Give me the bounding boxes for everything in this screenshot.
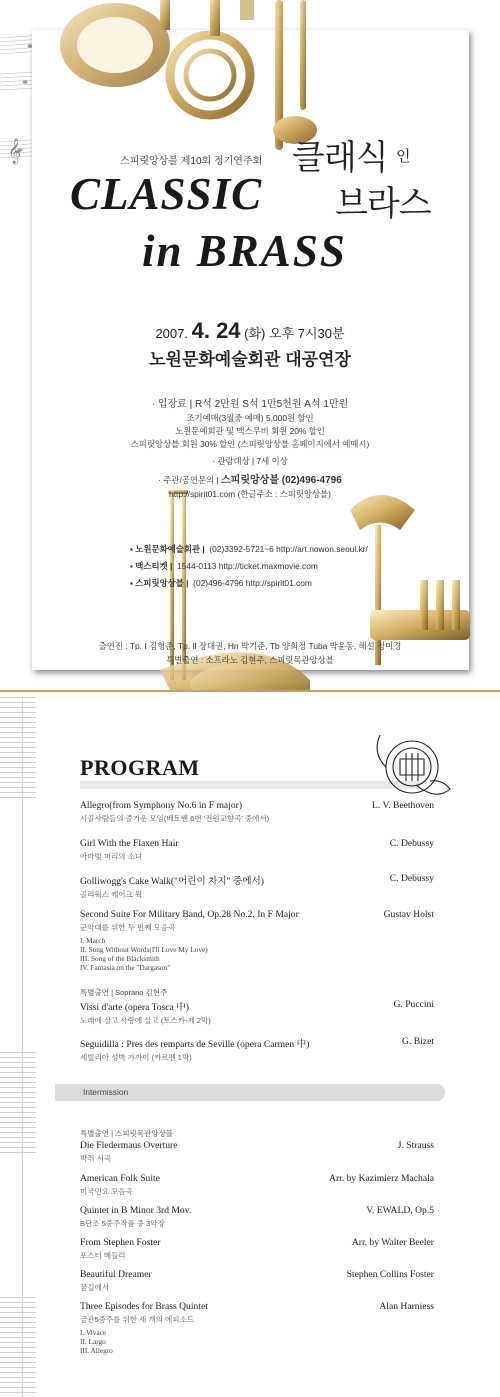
piece-composer: L. V. Beethoven xyxy=(372,800,434,811)
movement: II. Song Without Words(I'll Love My Love) xyxy=(80,945,208,954)
korean-title-in: 인 xyxy=(396,148,410,165)
host-info: · 주관/공연문의 | 스피릿앙상블 (02)496-4796 xyxy=(158,475,342,486)
piece-composer: Arr. by Walter Beeler xyxy=(351,1237,434,1248)
decorative-stripes-bottom xyxy=(0,1297,36,1397)
piece-korean-title: 꿈길에서 xyxy=(80,1283,109,1292)
program-item xyxy=(80,1036,434,1063)
piece-composer: G. Bizet xyxy=(402,1036,434,1047)
piece-composer: C. Debussy xyxy=(389,838,434,849)
margin-line xyxy=(22,697,23,1397)
decorative-stripes-middle xyxy=(0,1052,36,1157)
concert-poster xyxy=(0,0,500,693)
concert-subtitle: 스피릿앙상블 제10회 정기연주회 xyxy=(120,156,263,167)
piece-composer: V. EWALD, Op.5 xyxy=(366,1205,434,1216)
performers: 출연진 : Tp. Ⅰ 김형준, Tp. Ⅱ 장대권, Hn 박기준, Tb 양희정 Tuba 박윤동, 해설 정미경 xyxy=(98,641,402,651)
concert-date xyxy=(0,318,500,344)
concert-venue: 노원문화예술회관 대공연장 xyxy=(149,350,351,369)
program-item xyxy=(80,800,434,824)
piece-korean-title: 시골사람들의 즐거운 모임(베토벤 6번 '전원교향곡' 중에서) xyxy=(80,814,270,823)
decorative-stripes-top xyxy=(0,697,36,802)
contact-maxticket: ▪ 맥스티켓 | 1544-0113 http://ticket.maxmovie.com xyxy=(130,561,318,571)
movement-list xyxy=(80,936,434,972)
program-item xyxy=(80,1128,434,1164)
piece-korean-title: 세빌리아 성벽 가까이 (카르멘 1막) xyxy=(80,1053,192,1062)
piece-composer: Gustav Holst xyxy=(383,909,434,920)
special-guests: 특별출연 : 소프라노 김현주, 스피릿목관앙상블 xyxy=(166,655,334,665)
contact-nowon: ▪ 노원문화예술회관 | (02)3392-5721~6 http://art.nowon.seoul.kr/ xyxy=(130,544,368,554)
movement: IV. Fantasia on the "Dargason" xyxy=(80,963,171,972)
piece-korean-title: 박쥐 서곡 xyxy=(80,1154,112,1163)
piece-composer: G. Puccini xyxy=(393,999,434,1010)
piece-korean-title: 금관5중주를 위한 세 개의 에피소드 xyxy=(80,1315,194,1324)
title-in-brass: in BRASS xyxy=(142,226,347,276)
program-item xyxy=(80,987,434,1026)
piece-composer: Stephen Collins Foster xyxy=(346,1269,434,1280)
ticket-price: · 입장료 | R석 2만원 S석 1만5천원 A석 1만원 xyxy=(151,399,349,410)
piece-composer: C. Debussy xyxy=(389,873,434,884)
piece-korean-title: 아마빛 머리의 소녀 xyxy=(80,852,143,861)
piece-korean-title: 골리웍스 케이크 웍 xyxy=(80,890,143,899)
piece-title: Girl With the Flaxen Hair xyxy=(80,838,179,849)
ticket-discount-spirit: 스피릿앙상블 회원 30% 할인 (스피릿앙상블 홈페이지에서 예매시) xyxy=(130,439,370,449)
piece-korean-title: 포스터 메들리 xyxy=(80,1251,126,1260)
french-horn-icon xyxy=(366,723,452,803)
piece-title: Beautiful Dreamer xyxy=(80,1269,152,1280)
poster-divider xyxy=(0,690,500,692)
age-limit: · 관람대상 | 7세 이상 xyxy=(212,456,288,466)
date-year: 2007. xyxy=(155,326,188,341)
special-appearance: 특별출연 | 스피릿목관앙상블 xyxy=(80,1129,174,1138)
ticket-discount-member: 노원문예회관 및 맥스무비 회원 20% 할인 xyxy=(175,426,325,436)
date-time: (화) 오후 7시30분 xyxy=(244,326,345,341)
piece-title: Golliwogg's Cake Walk("어린이 차지" 중에서) xyxy=(80,876,265,887)
korean-title-classic: 클래식 xyxy=(292,139,388,177)
korean-title-brass: 브라스 xyxy=(335,185,431,223)
piece-title: Three Episodes for Brass Quintet xyxy=(80,1301,208,1312)
host-url: http://spirit01.com (한글주소 : 스피릿앙상블) xyxy=(169,489,331,499)
svg-text:𝄞: 𝄞 xyxy=(8,139,22,164)
piece-composer: J. Strauss xyxy=(397,1140,434,1151)
piece-composer: Arr. by Kazimierz Machala xyxy=(329,1173,434,1184)
movement-list xyxy=(80,1328,434,1355)
piece-korean-title: 미국민요 모음곡 xyxy=(80,1187,133,1196)
korean-title-line1 xyxy=(292,130,410,179)
piece-korean-title: 군악대를 위한 두 번째 모음곡 xyxy=(80,923,176,932)
piece-title: American Folk Suite xyxy=(80,1173,160,1184)
date-day: 4. 24 xyxy=(191,318,241,343)
piece-title: Allegro(from Symphony No.6 in F major) xyxy=(80,800,243,811)
movement: II. Largo xyxy=(80,1337,106,1346)
special-appearance: 특별출연 | Soprano 김현주 xyxy=(80,988,168,997)
program-item xyxy=(80,1269,434,1293)
program-item xyxy=(80,1237,434,1261)
program-sheet xyxy=(0,697,500,1397)
program-title: PROGRAM xyxy=(80,755,200,780)
ticket-discount-early: 조기예매(3월중 예매) 5,000원 할인 xyxy=(186,413,314,423)
program-item xyxy=(80,1301,434,1355)
movement: III. Allegro xyxy=(80,1346,113,1355)
movement: I. Vivace xyxy=(80,1328,107,1337)
piece-title: From Stephen Foster xyxy=(80,1237,161,1248)
contact-spirit: ▪ 스피릿앙상블 | (02)496-4796 http://spirit01.com xyxy=(130,578,312,588)
intermission-bar: Intermission xyxy=(55,1084,445,1101)
program-item xyxy=(80,838,434,862)
program-item xyxy=(80,909,434,972)
piece-title: Seguidilla : Pres des remparts de Seville (opera Carmen 中) xyxy=(80,1039,310,1050)
movement: III. Song of the Blacksmith xyxy=(80,954,160,963)
program-item xyxy=(80,1205,434,1229)
movement: I. March xyxy=(80,936,106,945)
piece-korean-title: B단조 5중주작품 중 3악장 xyxy=(80,1219,165,1228)
title-classic: CLASSIC xyxy=(70,169,263,219)
piece-title: Die Fledermaus Overture xyxy=(80,1140,178,1151)
piece-title: Quintet in B Minor 3rd Mov. xyxy=(80,1205,192,1216)
piece-composer: Alan Harniess xyxy=(379,1301,434,1312)
program-item xyxy=(80,873,434,900)
piece-title: Vissi d'arte (opera Tosca 中) xyxy=(80,1002,189,1013)
piece-title: Second Suite For Military Band, Op.28 No.2, In F Major xyxy=(80,909,299,920)
piece-korean-title: 노래에 살고 사랑에 살고 (토스카-제 2막) xyxy=(80,1016,211,1025)
program-item xyxy=(80,1173,434,1197)
